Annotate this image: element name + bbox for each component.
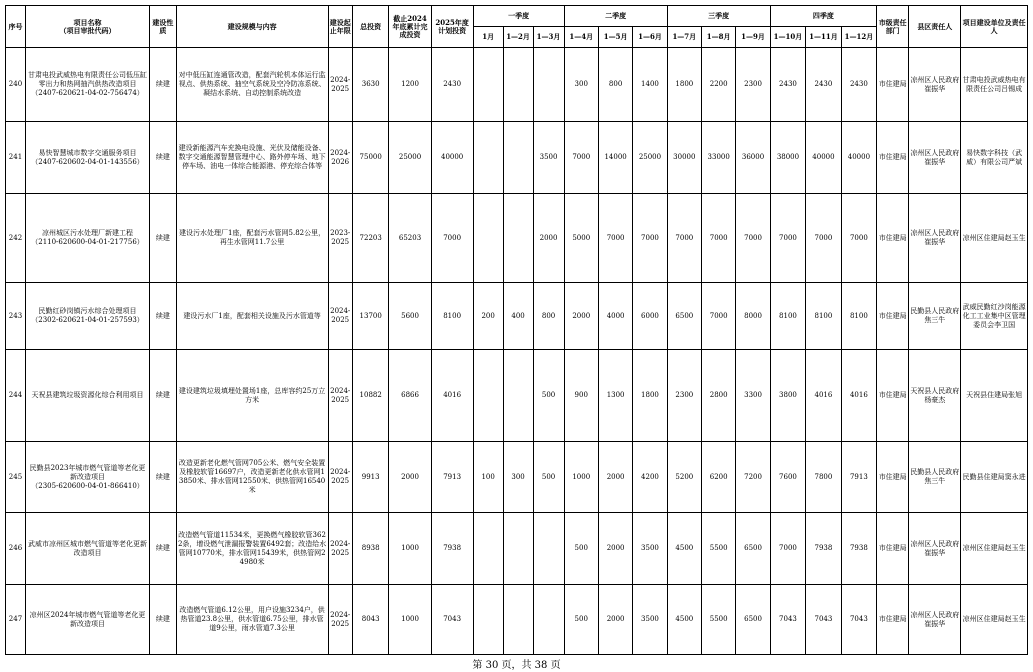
cell-period: 2024-2025	[328, 283, 352, 350]
cell-city-dept: 市住建局	[877, 194, 909, 283]
cell-month-value: 4200	[633, 442, 667, 513]
header-month: 1—9月	[736, 27, 770, 48]
cell-month-value: 400	[503, 283, 533, 350]
cell-month-value: 500	[564, 513, 598, 585]
header-name	[25, 6, 149, 48]
cell-month-value: 3500	[633, 513, 667, 585]
header-county: 县区责任人	[909, 6, 961, 48]
cell-period: 2024-2025	[328, 350, 352, 442]
cell-month-value: 4016	[806, 350, 841, 442]
header-month: 1—5月	[598, 27, 632, 48]
cell-month-value: 36000	[736, 122, 770, 194]
table-row	[6, 350, 1028, 442]
cell-unit: 凉州区住建局赵玉生	[961, 194, 1028, 283]
table-row	[6, 122, 1028, 194]
cell-total: 10882	[352, 350, 389, 442]
cell-unit: 甘肃电投武威热电有限责任公司吕锡成	[961, 48, 1028, 122]
cell-total: 3630	[352, 48, 389, 122]
cell-month-value: 1800	[633, 350, 667, 442]
cell-month-value: 2000	[598, 442, 632, 513]
cell-city-dept: 市住建局	[877, 48, 909, 122]
cell-month-value: 33000	[702, 122, 736, 194]
cell-month-value: 6500	[736, 585, 770, 655]
cell-month-value: 7000	[633, 194, 667, 283]
cell-month-value: 7043	[841, 585, 876, 655]
cell-nature: 续建	[150, 194, 177, 283]
header-month: 1—11月	[806, 27, 841, 48]
cell-done2024: 5600	[389, 283, 431, 350]
cell-month-value: 200	[473, 283, 503, 350]
cell-unit: 凉州区住建局赵玉生	[961, 513, 1028, 585]
cell-city-dept: 市住建局	[877, 442, 909, 513]
cell-month-value	[473, 48, 503, 122]
cell-period: 2023-2025	[328, 194, 352, 283]
project-name: 民勤县2023年城市燃气管道等老化更新改造项目	[29, 463, 146, 481]
cell-no: 245	[6, 442, 26, 513]
cell-month-value: 800	[598, 48, 632, 122]
cell-plan2025: 4016	[431, 350, 473, 442]
cell-month-value: 5500	[702, 585, 736, 655]
cell-county: 凉州区人民政府崔振华	[909, 585, 961, 655]
cell-month-value: 7043	[806, 585, 841, 655]
cell-name	[25, 350, 149, 442]
cell-month-value: 7000	[598, 194, 632, 283]
project-name: 民勤红砂岗镇污水综合处理项目	[38, 307, 137, 315]
header-q1: 一季度	[473, 6, 564, 27]
cell-month-value	[533, 513, 564, 585]
cell-month-value: 5500	[702, 513, 736, 585]
cell-month-value: 7000	[770, 194, 805, 283]
cell-month-value: 8100	[770, 283, 805, 350]
cell-done2024: 1200	[389, 48, 431, 122]
cell-month-value: 4000	[598, 283, 632, 350]
cell-city-dept: 市住建局	[877, 350, 909, 442]
cell-month-value: 4500	[667, 585, 701, 655]
project-code: （2302-620621-04-01-257593）	[31, 316, 144, 324]
cell-month-value: 7000	[841, 194, 876, 283]
cell-month-value: 2300	[736, 48, 770, 122]
project-code: （2305-620600-04-01-866410）	[31, 481, 144, 490]
header-month: 1月	[473, 27, 503, 48]
cell-unit: 凉州区住建局赵玉生	[961, 585, 1028, 655]
cell-month-value: 6500	[736, 513, 770, 585]
cell-month-value: 6500	[667, 283, 701, 350]
cell-name	[25, 585, 149, 655]
cell-city-dept: 市住建局	[877, 283, 909, 350]
table-row	[6, 194, 1028, 283]
page-footer: 第 30 页，共 38 页	[472, 660, 561, 671]
cell-scale: 建设新能源汽车充换电设施、光伏及储能设备、数字交通能源智慧管理中心、路外停车场、地下停车场、油电一体综合能源港、停充综合体等	[176, 122, 328, 194]
cell-month-value: 100	[473, 442, 503, 513]
table-row	[6, 48, 1028, 122]
cell-month-value: 38000	[770, 122, 805, 194]
cell-month-value: 7600	[770, 442, 805, 513]
cell-month-value: 800	[533, 283, 564, 350]
cell-month-value	[473, 513, 503, 585]
project-name: 凉州城区污水处理厂新建工程	[42, 229, 133, 237]
cell-no: 241	[6, 122, 26, 194]
cell-month-value: 7938	[841, 513, 876, 585]
cell-month-value: 30000	[667, 122, 701, 194]
cell-nature: 续建	[150, 513, 177, 585]
cell-month-value	[503, 194, 533, 283]
cell-done2024: 1000	[389, 585, 431, 655]
cell-month-value: 500	[533, 442, 564, 513]
cell-plan2025: 7913	[431, 442, 473, 513]
cell-done2024: 25000	[389, 122, 431, 194]
cell-unit: 天祝县住建局张旭	[961, 350, 1028, 442]
cell-month-value: 1800	[667, 48, 701, 122]
cell-month-value: 7938	[806, 513, 841, 585]
cell-month-value	[473, 194, 503, 283]
cell-no: 243	[6, 283, 26, 350]
cell-month-value: 7000	[702, 283, 736, 350]
cell-month-value: 7000	[806, 194, 841, 283]
cell-plan2025: 7938	[431, 513, 473, 585]
cell-month-value	[503, 122, 533, 194]
header-month: 1—6月	[633, 27, 667, 48]
table-row	[6, 513, 1028, 585]
cell-no: 244	[6, 350, 26, 442]
header-month: 1—8月	[702, 27, 736, 48]
cell-county: 凉州区人民政府崔振华	[909, 513, 961, 585]
cell-month-value: 1400	[633, 48, 667, 122]
cell-month-value: 40000	[806, 122, 841, 194]
cell-county: 天祝县人民政府杨豪杰	[909, 350, 961, 442]
cell-county: 民勤县人民政府焦三牛	[909, 283, 961, 350]
cell-total: 8043	[352, 585, 389, 655]
header-month: 1—4月	[564, 27, 598, 48]
cell-month-value: 2430	[806, 48, 841, 122]
project-name: 武威市凉州区城市燃气管道等老化更新改造项目	[28, 539, 147, 557]
cell-month-value: 3500	[633, 585, 667, 655]
cell-month-value	[473, 585, 503, 655]
cell-month-value: 3300	[736, 350, 770, 442]
cell-name	[25, 442, 149, 513]
cell-month-value: 5000	[564, 194, 598, 283]
header-period: 建设起止年限	[328, 6, 352, 48]
cell-period: 2024-2025	[328, 48, 352, 122]
cell-month-value	[473, 122, 503, 194]
cell-unit: 易快数字科技（武威）有限公司严斌	[961, 122, 1028, 194]
cell-scale: 建设污水厂1座，配套相关设施及污水管道等	[176, 283, 328, 350]
cell-total: 8938	[352, 513, 389, 585]
project-name: 凉州区2024年城市燃气管道等老化更新改造项目	[29, 610, 146, 628]
cell-county: 凉州区人民政府崔振华	[909, 122, 961, 194]
header-month: 1—2月	[503, 27, 533, 48]
cell-month-value: 500	[533, 350, 564, 442]
cell-done2024: 2000	[389, 442, 431, 513]
project-table	[5, 5, 1028, 655]
cell-county: 民勤县人民政府焦三牛	[909, 442, 961, 513]
header-total: 总投资	[352, 6, 389, 48]
cell-month-value: 3800	[770, 350, 805, 442]
cell-nature: 续建	[150, 283, 177, 350]
cell-scale: 改造燃气管道6.12公里，用户设施3234户，供热管道23.8公里，供水管道6.75公里，排水管道9公里，雨水管道7.3公里	[176, 585, 328, 655]
cell-period: 2024-2025	[328, 513, 352, 585]
cell-total: 75000	[352, 122, 389, 194]
cell-month-value: 2000	[598, 585, 632, 655]
cell-month-value: 7913	[841, 442, 876, 513]
cell-month-value: 2430	[770, 48, 805, 122]
cell-month-value: 2000	[564, 283, 598, 350]
cell-name	[25, 283, 149, 350]
cell-month-value: 6200	[702, 442, 736, 513]
project-code: （2407-620621-04-02-756474）	[31, 89, 144, 97]
cell-month-value: 300	[503, 442, 533, 513]
cell-month-value: 8100	[841, 283, 876, 350]
cell-done2024: 65203	[389, 194, 431, 283]
cell-name	[25, 122, 149, 194]
cell-nature: 续建	[150, 585, 177, 655]
cell-month-value: 4016	[841, 350, 876, 442]
cell-month-value: 3500	[533, 122, 564, 194]
cell-month-value: 7000	[667, 194, 701, 283]
cell-total: 9913	[352, 442, 389, 513]
header-done2024: 截止2024年底累计完成投资	[389, 6, 431, 48]
cell-month-value	[503, 585, 533, 655]
cell-month-value: 7043	[770, 585, 805, 655]
cell-month-value	[503, 350, 533, 442]
cell-month-value	[503, 513, 533, 585]
cell-no: 240	[6, 48, 26, 122]
cell-month-value: 2430	[841, 48, 876, 122]
cell-month-value: 6000	[633, 283, 667, 350]
cell-month-value: 500	[564, 585, 598, 655]
cell-month-value: 40000	[841, 122, 876, 194]
cell-no: 247	[6, 585, 26, 655]
cell-scale: 改造更新老化燃气管网705公米、燃气安全装置及橡胶软管16697户，改造更新老化供水管网13850米、排水管网12550米、供热管网16540米	[176, 442, 328, 513]
header-name-label: 项目名称	[73, 17, 102, 27]
header-no: 序号	[6, 6, 26, 48]
cell-month-value: 900	[564, 350, 598, 442]
cell-done2024: 6866	[389, 350, 431, 442]
cell-nature: 续建	[150, 350, 177, 442]
cell-nature: 续建	[150, 122, 177, 194]
cell-no: 242	[6, 194, 26, 283]
header-month: 1—10月	[770, 27, 805, 48]
cell-name	[25, 194, 149, 283]
cell-period: 2024-2025	[328, 585, 352, 655]
cell-scale: 对中低压缸连通管改造，配套汽轮机本体运行监视点、供热系统、抽空气系统及空冷防冻系统、凝结水系统、自动控制系统改造	[176, 48, 328, 122]
cell-unit: 武威民勤红沙岗能源化工工业集中区管理委员会李卫国	[961, 283, 1028, 350]
cell-plan2025: 8100	[431, 283, 473, 350]
header-month: 1—3月	[533, 27, 564, 48]
cell-total: 13700	[352, 283, 389, 350]
header-code-label: （项目审批代码）	[59, 25, 116, 35]
table-row	[6, 283, 1028, 350]
table-row	[6, 442, 1028, 513]
cell-scale: 改造燃气管道11534米，更换燃气橡胶软管3622条，增设燃气泄漏报警装置6492套；改造给水管网10770米，排水管网15439米，供热管网24980米	[176, 513, 328, 585]
cell-nature: 续建	[150, 48, 177, 122]
cell-month-value: 2300	[667, 350, 701, 442]
cell-month-value: 2000	[598, 513, 632, 585]
cell-month-value: 8000	[736, 283, 770, 350]
cell-month-value: 8100	[806, 283, 841, 350]
cell-scale: 建设建筑垃圾填埋处置场1座，总库容约25万立方米	[176, 350, 328, 442]
cell-total: 72203	[352, 194, 389, 283]
cell-month-value: 5200	[667, 442, 701, 513]
cell-month-value: 1300	[598, 350, 632, 442]
project-name: 易快智慧城市数字交通服务项目	[38, 148, 137, 157]
cell-month-value: 4500	[667, 513, 701, 585]
cell-plan2025: 40000	[431, 122, 473, 194]
project-code: （2407-620602-04-01-143556）	[31, 157, 144, 166]
cell-month-value: 300	[564, 48, 598, 122]
cell-unit: 民勤县住建局窦永进	[961, 442, 1028, 513]
cell-month-value: 7200	[736, 442, 770, 513]
cell-period: 2024-2026	[328, 122, 352, 194]
cell-month-value	[533, 585, 564, 655]
cell-month-value: 1000	[564, 442, 598, 513]
cell-month-value	[503, 48, 533, 122]
cell-month-value: 7800	[806, 442, 841, 513]
table-row	[6, 585, 1028, 655]
header-month: 1—12月	[841, 27, 876, 48]
header-q4: 四季度	[770, 6, 876, 27]
header-unit: 项目建设单位及责任人	[961, 6, 1028, 48]
cell-name	[25, 48, 149, 122]
cell-no: 246	[6, 513, 26, 585]
cell-plan2025: 7043	[431, 585, 473, 655]
cell-city-dept: 市住建局	[877, 585, 909, 655]
project-code: （2110-620600-04-01-217756）	[31, 238, 144, 246]
cell-month-value: 2800	[702, 350, 736, 442]
cell-month-value: 7000	[702, 194, 736, 283]
cell-county: 凉州区人民政府崔振华	[909, 194, 961, 283]
cell-county: 凉州区人民政府崔振华	[909, 48, 961, 122]
cell-city-dept: 市住建局	[877, 513, 909, 585]
cell-month-value: 14000	[598, 122, 632, 194]
header-city-dept: 市级责任部门	[877, 6, 909, 48]
cell-month-value	[533, 48, 564, 122]
header-q2: 二季度	[564, 6, 667, 27]
cell-city-dept: 市住建局	[877, 122, 909, 194]
cell-scale: 建设污水处理厂1座，配套污水管网5.82公里，再生水管网11.7公里	[176, 194, 328, 283]
cell-month-value: 7000	[770, 513, 805, 585]
cell-nature: 续建	[150, 442, 177, 513]
project-name: 甘肃电投武威热电有限责任公司低压缸零出力和热网抽汽供热改造项目	[28, 71, 147, 88]
cell-month-value: 2000	[533, 194, 564, 283]
header-nature: 建设性质	[150, 6, 177, 48]
cell-month-value: 7000	[736, 194, 770, 283]
header-month: 1—7月	[667, 27, 701, 48]
cell-plan2025: 2430	[431, 48, 473, 122]
header-scale: 建设规模与内容	[176, 6, 328, 48]
cell-name	[25, 513, 149, 585]
cell-month-value: 25000	[633, 122, 667, 194]
cell-month-value: 7000	[564, 122, 598, 194]
header-q3: 三季度	[667, 6, 770, 27]
cell-month-value	[473, 350, 503, 442]
cell-month-value: 2200	[702, 48, 736, 122]
cell-plan2025: 7000	[431, 194, 473, 283]
header-plan2025: 2025年度计划投资	[431, 6, 473, 48]
cell-period: 2024-2025	[328, 442, 352, 513]
project-name: 天祝县建筑垃圾资源化综合利用项目	[31, 391, 144, 399]
cell-done2024: 1000	[389, 513, 431, 585]
